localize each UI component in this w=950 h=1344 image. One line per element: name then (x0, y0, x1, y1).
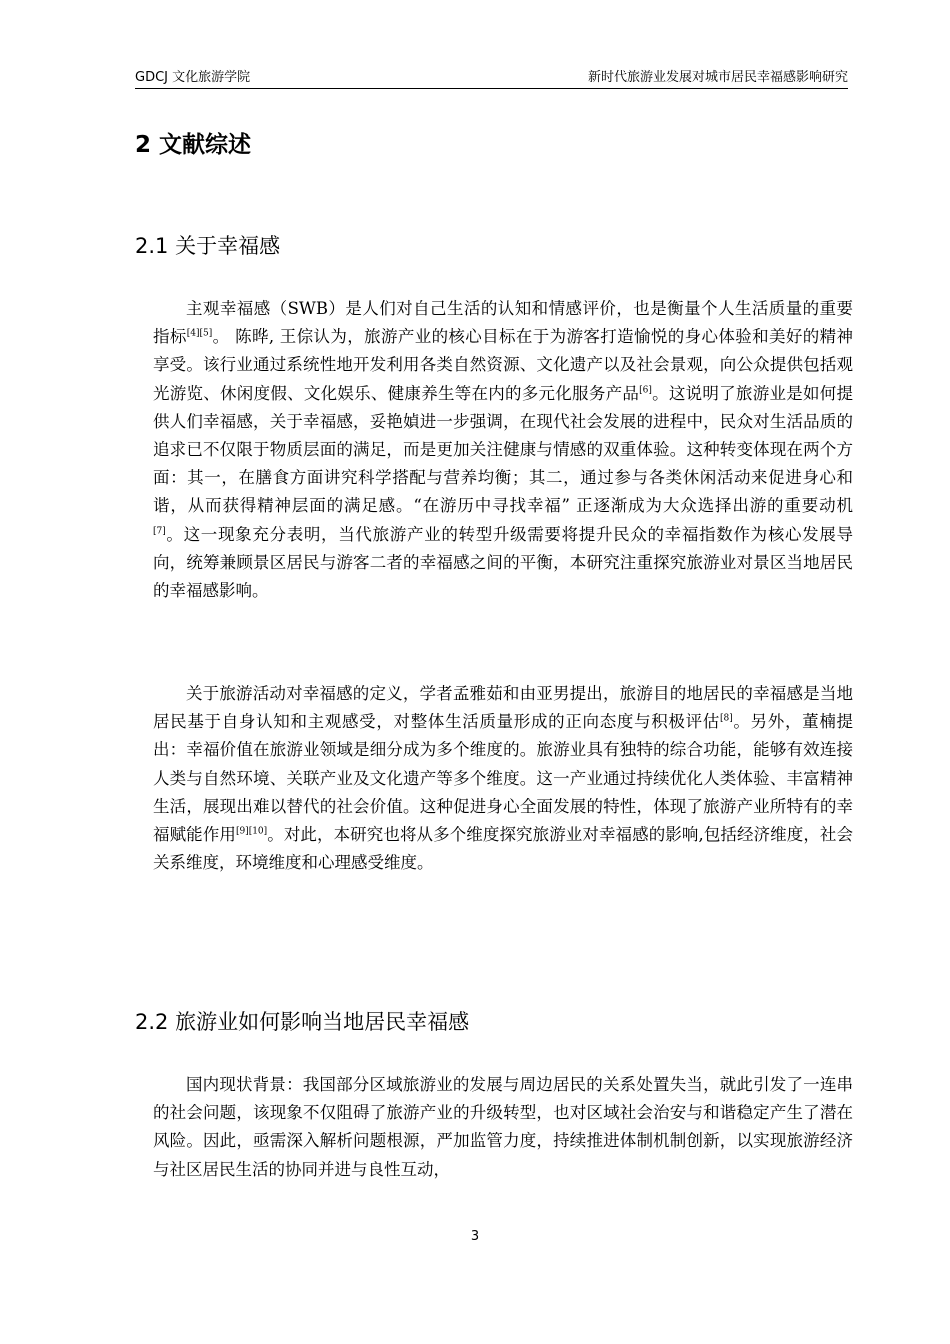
section-2-2-paragraph-1: 国内现状背景：我国部分区域旅游业的发展与周边居民的关系处置失当，就此引发了一连串的社会问题，该现象不仅阻碍了旅游产业的升级转型，也对区域社会治安与和谐稳定产生了潜在风险。因此，亟需深入解析问题根源，严加监管力度，持续推进体制机制创新，以实现旅游经济与社区居民生活的协同并进与良性互动， (153, 1075, 853, 1179)
section-2-2-title: 2.2 旅游业如何影响当地居民幸福感 (135, 1010, 470, 1034)
citation: [9] (235, 826, 249, 837)
citation: [8] (719, 713, 733, 724)
section-2-1-title: 2.1 关于幸福感 (135, 234, 281, 258)
citation: [7] (153, 526, 166, 537)
page-header (135, 66, 848, 89)
section-2-1-paragraph-1: 主观幸福感（SWB）是人们对自己生活的认知和情感评价，也是衡量个人生活质量的重要指标[4][5]。 陈晔, 王倧认为，旅游产业的核心目标在于为游客打造愉悦的身心体验和美好的精神享受。该行业通过系统性地开发利用各类自然资源、文化遗产以及社会景观，向公众提供包括观光游览、休闲度假、文化娱乐、健康养生等在内的多元化服务产品[6]。这说明了旅游业是如何提供人们幸福感，关于幸福感，妥艳媜进一步强调，在现代社会发展的进程中，民众对生活品质的追求已不仅限于物质层面的满足，而是更加关注健康与情感的双重体验。这种转变体现在两个方面：其一，在膳食方面讲究科学搭配与营养均衡；其二，通过参与各类休闲活动来促进身心和谐，从而获得精神层面的满足感。“在游历中寻找幸福” 正逐渐成为大众选择出游的重要动机 [7]。这一现象充分表明，当代旅游产业的转型升级需要将提升民众的幸福指数作为核心发展导向，统筹兼顾景区居民与游客二者的幸福感之间的平衡，本研究注重探究旅游业对景区当地居民的幸福感影响。 (153, 299, 854, 601)
section-2-1-paragraph-2: 关于旅游活动对幸福感的定义，学者孟雅茹和由亚男提出，旅游目的地居民的幸福感是当地居民基于自身认知和主观感受，对整体生活质量形成的正向态度与积极评估[8]。另外，董楠提出：幸福价值在旅游业领域是细分成为多个维度的。旅游业具有独特的综合功能，能够有效连接人类与自然环境、关联产业及文化遗产等多个维度。这一产业通过持续优化人类体验、丰富精神生活，展现出难以替代的社会价值。这种促进身心全面发展的特性，体现了旅游产业所特有的幸福赋能作用[9][10]。对此，本研究也将从多个维度探究旅游业对幸福感的影响,包括经济维度，社会关系维度，环境维度和心理感受维度。 (153, 684, 854, 873)
header-institution: GDCJ 文化旅游学院 (135, 70, 251, 85)
page-number: 3 (470, 1229, 480, 1244)
chapter-title: 2 文献综述 (135, 132, 252, 158)
citation: [6] (639, 385, 652, 396)
citation: [10] (248, 826, 268, 837)
citation: [4][5] (186, 328, 213, 339)
header-thesis-title: 新时代旅游业发展对城市居民幸福感影响研究 (587, 70, 848, 85)
